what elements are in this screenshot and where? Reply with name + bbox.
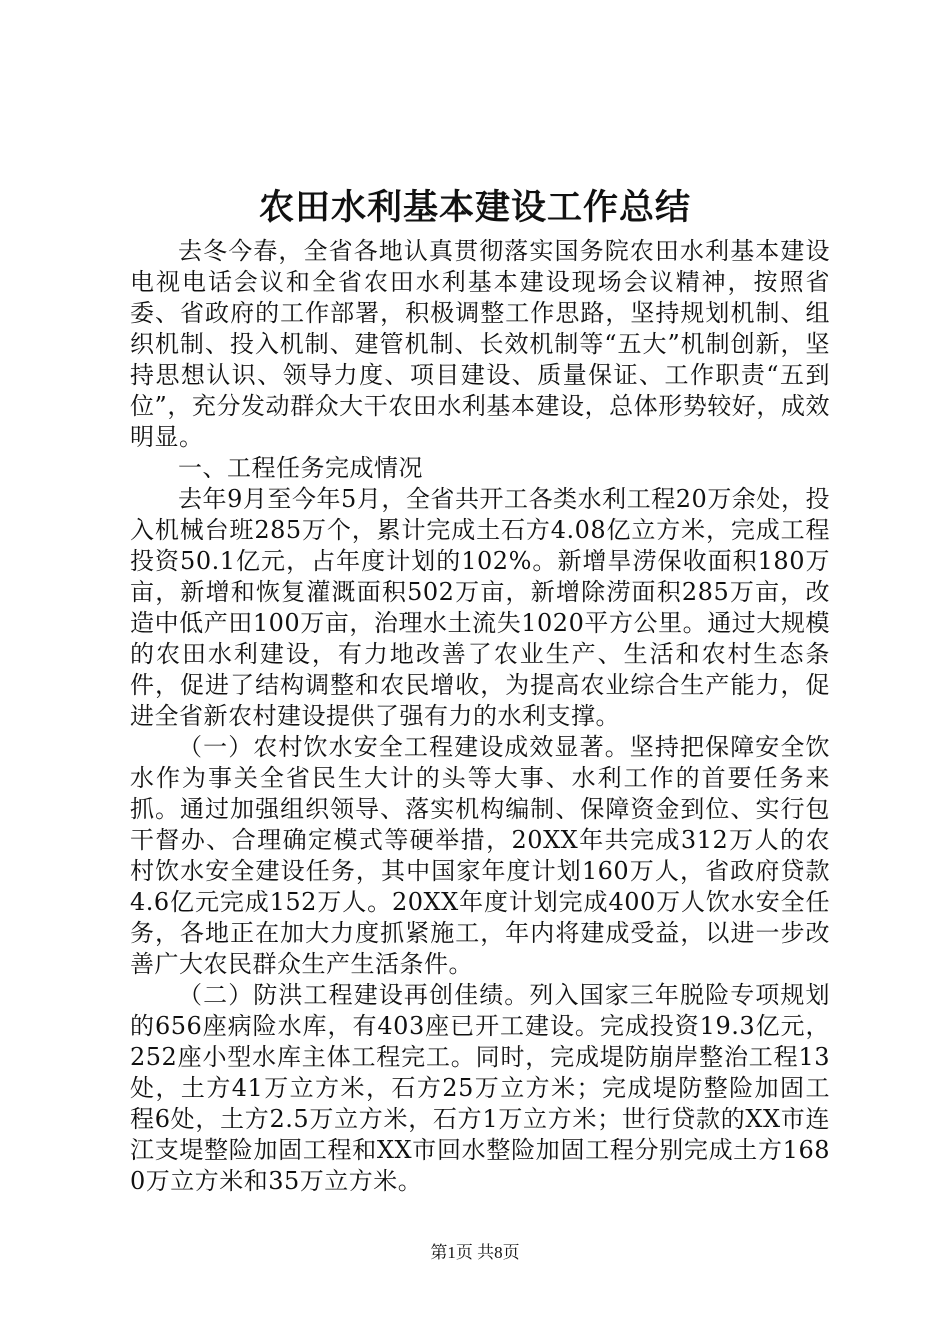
document-body — [130, 236, 830, 1197]
document-title: 农田水利基本建设工作总结 — [258, 187, 691, 228]
page-footer: 第1页 共8页 — [430, 1243, 520, 1262]
subsection-paragraph-2: （二）防洪工程建设再创佳绩。列入国家三年脱险专项规划的656座病险水库，有403座已开工建设。完成投资19.3亿元，252座小型水库主体工程完工。同时，完成堤防崩岸整治工程13处，土方41万立方米，石方25万立方米；完成堤防整险加固工程6处，土方2.5万立方米，石方1万立方米；世行贷款的XX市连江支堤整险加固工程和XX市回水整险加固工程分别完成土方1680万立方米和35万立方米。 — [130, 981, 830, 1195]
section-heading: 一、工程任务完成情况 — [178, 454, 423, 482]
section-paragraph: 去年9月至今年5月，全省共开工各类水利工程20万余处，投入机械台班285万个，累计完成土石方4.08亿立方米，完成工程投资50.1亿元，占年度计划的102%。新增旱涝保收面积180万亩，新增和恢复灌溉面积502万亩，新增除涝面积285万亩，改造中低产田100万亩，治理水土流失1020平方公里。通过大规模的农田水利建设，有力地改善了农业生产、生活和农村生态条件，促进了结构调整和农民增收，为提高农业综合生产能力，促进全省新农村建设提供了强有力的水利支撑。 — [130, 485, 830, 730]
subsection-paragraph-1: （一）农村饮水安全工程建设成效显著。坚持把保障安全饮水作为事关全省民生大计的头等大事、水利工作的首要任务来抓。通过加强组织领导、落实机构编制、保障资金到位、实行包干督办、合理确定模式等硬举措，20XX年共完成312万人的农村饮水安全建设任务，其中国家年度计划160万人，省政府贷款4.6亿元完成152万人。20XX年度计划完成400万人饮水安全任务，各地正在加大力度抓紧施工，年内将建成受益，以进一步改善广大农民群众生产生活条件。 — [130, 733, 830, 978]
intro-paragraph: 去冬今春，全省各地认真贯彻落实国务院农田水利基本建设电视电话会议和全省农田水利基本建设现场会议精神，按照省委、省政府的工作部署，积极调整工作思路，坚持规划机制、组织机制、投入机制、建管机制、长效机制等“五大”机制创新，坚持思想认识、领导力度、项目建设、质量保证、工作职责“五到位”，充分发动群众大干农田水利基本建设，总体形势较好，成效明显。 — [130, 237, 830, 451]
